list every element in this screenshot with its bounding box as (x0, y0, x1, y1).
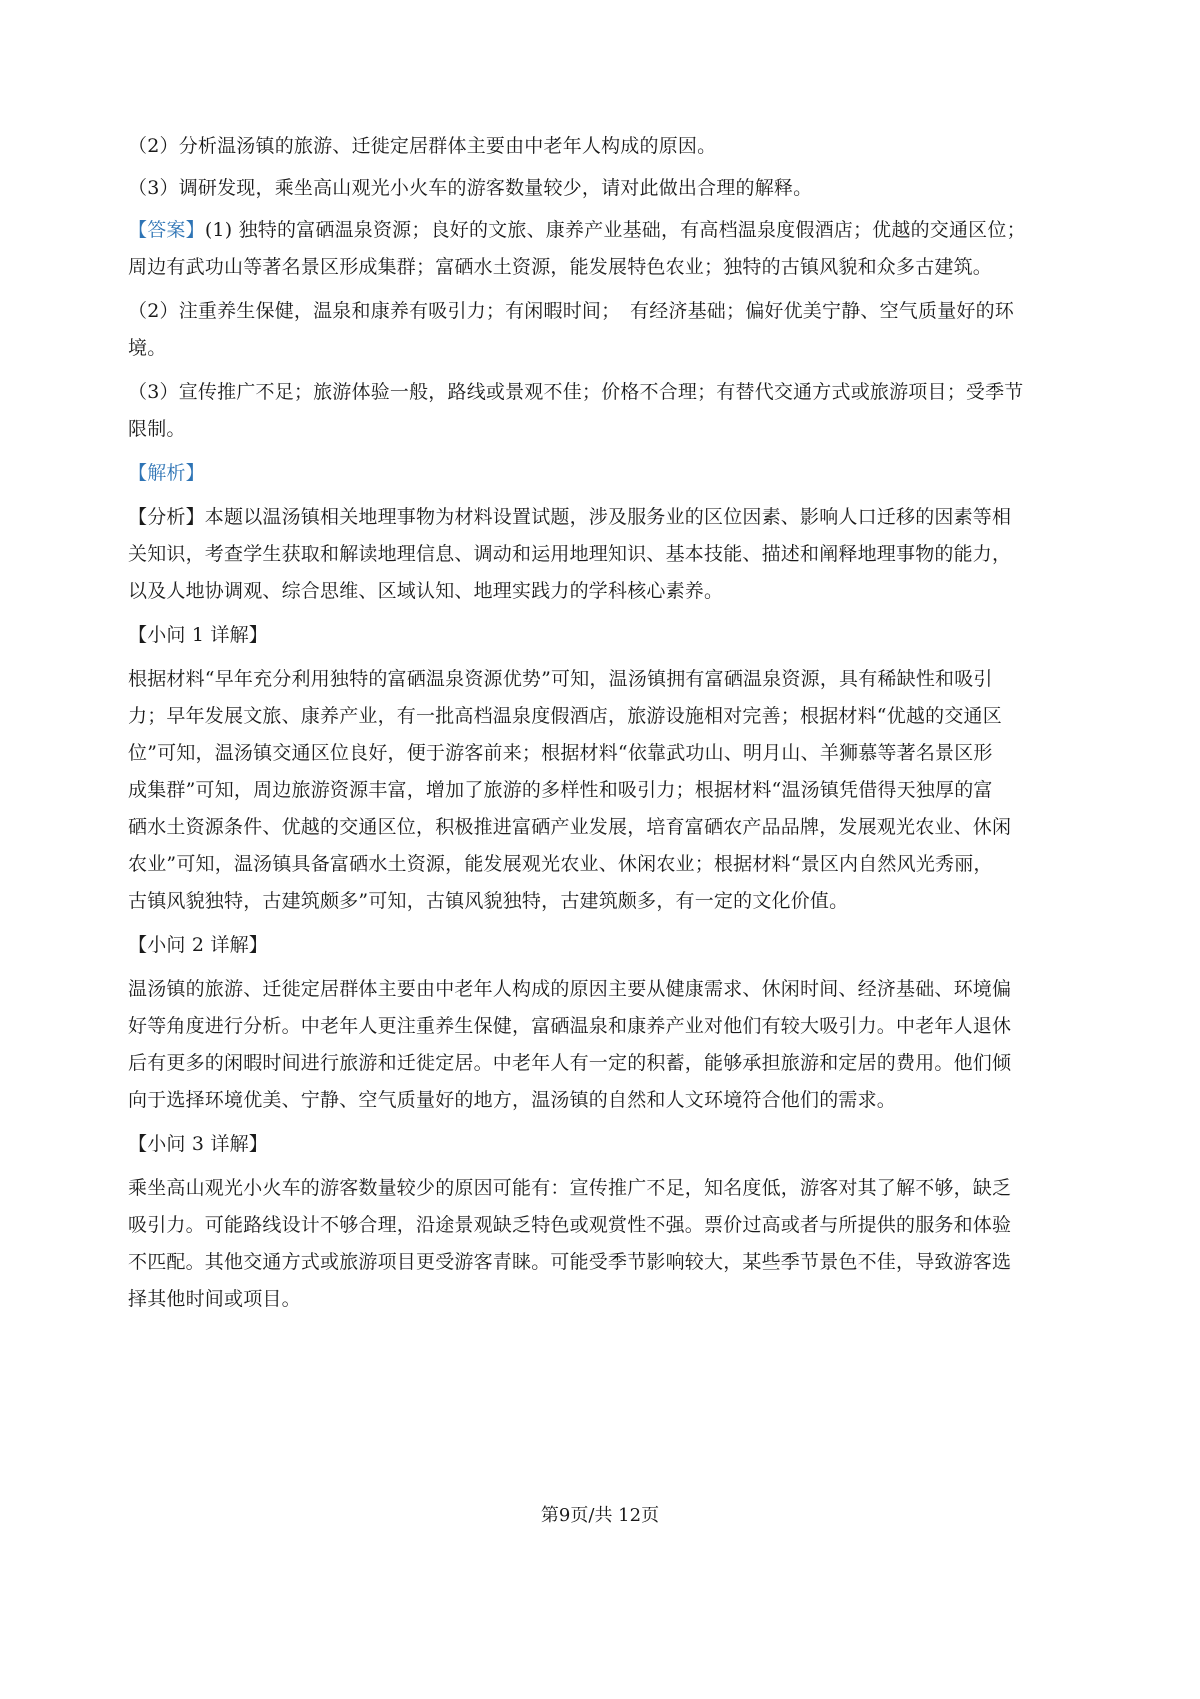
body-line: 根据材料“早年充分利用独特的富硒温泉资源优势”可知，温汤镇拥有富硒温泉资源，具有稀缺性和吸引 (128, 668, 993, 690)
body-line: 温汤镇的旅游、迁徙定居群体主要由中老年人构成的原因主要从健康需求、休闲时间、经济基础、环境偏 (128, 978, 1012, 1000)
body-line: 好等角度进行分析。中老年人更注重养生保健，富硒温泉和康养产业对他们有较大吸引力。中老年人退休 (128, 1015, 1012, 1037)
answer-3-line-1: （3）宣传推广不足；旅游体验一般，路线或景观不佳；价格不合理；有替代交通方式或旅游项目；受季节 (128, 381, 1024, 403)
body-line: 硒水土资源条件、优越的交通区位，积极推进富硒产业发展，培育富硒农产品品牌，发展观光农业、休闲 (128, 816, 1012, 838)
analysis-line: 以及人地协调观、综合思维、区域认知、地理实践力的学科核心素养。 (128, 580, 724, 602)
document-page (128, 128, 1083, 1325)
sub-question-1-heading: 【小问 1 详解】 (128, 624, 268, 646)
body-line: 农业”可知，温汤镇具备富硒水土资源，能发展观光农业、休闲农业；根据材料“景区内自然风光秀丽， (128, 853, 993, 875)
sub-question-2-heading: 【小问 2 详解】 (128, 934, 268, 956)
body-line: 力；早年发展文旅、康养产业，有一批高档温泉度假酒店，旅游设施相对完善；根据材料“优越的交通区 (128, 705, 1002, 727)
question-3: （3）调研发现，乘坐高山观光小火车的游客数量较少，请对此做出合理的解释。 (128, 177, 813, 199)
answer-tag: 【答案】 (128, 219, 205, 241)
body-line: 吸引力。可能路线设计不够合理，沿途景观缺乏特色或观赏性不强。票价过高或者与所提供的服务和体验 (128, 1214, 1012, 1236)
body-line: 后有更多的闲暇时间进行旅游和迁徙定居。中老年人有一定的积蓄，能够承担旅游和定居的费用。他们倾 (128, 1052, 1012, 1074)
body-line: 古镇风貌独特，古建筑颇多”可知，古镇风貌独特，古建筑颇多，有一定的文化价值。 (128, 890, 849, 912)
body-line: 择其他时间或项目。 (128, 1288, 301, 1310)
sub-question-1-body (128, 661, 1083, 920)
answer-part-3 (128, 374, 1083, 448)
answer-part-1 (128, 212, 1083, 286)
body-line: 不匹配。其他交通方式或旅游项目更受游客青睐。可能受季节影响较大，某些季节景色不佳，导致游客选 (128, 1251, 1012, 1273)
answer-part-2 (128, 293, 1083, 367)
analysis-tag: 【解析】 (128, 462, 205, 484)
body-line: 乘坐高山观光小火车的游客数量较少的原因可能有：宣传推广不足，知名度低，游客对其了解不够，缺乏 (128, 1177, 1012, 1199)
sub-question-2-body (128, 971, 1083, 1119)
analysis-intro (128, 499, 1083, 610)
answer-2-line-2: 境。 (128, 337, 167, 359)
body-line: 向于选择环境优美、宁静、空气质量好的地方，温汤镇的自然和人文环境符合他们的需求。 (128, 1089, 897, 1111)
body-line: 成集群”可知，周边旅游资源丰富，增加了旅游的多样性和吸引力；根据材料“温汤镇凭借得天独厚的富 (128, 779, 993, 801)
answer-2-line-1: （2）注重养生保健，温泉和康养有吸引力；有闲暇时间； 有经济基础；偏好优美宁静、空气质量好的环 (128, 300, 1014, 322)
answer-1-line-2: 周边有武功山等著名景区形成集群；富硒水土资源，能发展特色农业；独特的古镇风貌和众多古建筑。 (128, 256, 993, 278)
body-line: 位”可知，温汤镇交通区位良好，便于游客前来；根据材料“依靠武功山、明月山、羊狮慕等著名景区形 (128, 742, 993, 764)
sub-question-3-heading: 【小问 3 详解】 (128, 1133, 268, 1155)
sub-question-3-body (128, 1170, 1083, 1318)
question-2: （2）分析温汤镇的旅游、迁徙定居群体主要由中老年人构成的原因。 (128, 135, 717, 157)
answer-3-line-2: 限制。 (128, 418, 186, 440)
analysis-line: 【分析】本题以温汤镇相关地理事物为材料设置试题，涉及服务业的区位因素、影响人口迁移的因素等相 (128, 506, 1012, 528)
analysis-line: 关知识，考查学生获取和解读地理信息、调动和运用地理知识、基本技能、描述和阐释地理事物的能力， (128, 543, 1012, 565)
page-number: 第9页/共 12页 (540, 1505, 660, 1526)
answer-1-line-1: (1) 独特的富硒温泉资源；良好的文旅、康养产业基础，有高档温泉度假酒店；优越的交通区位； (204, 219, 1026, 241)
